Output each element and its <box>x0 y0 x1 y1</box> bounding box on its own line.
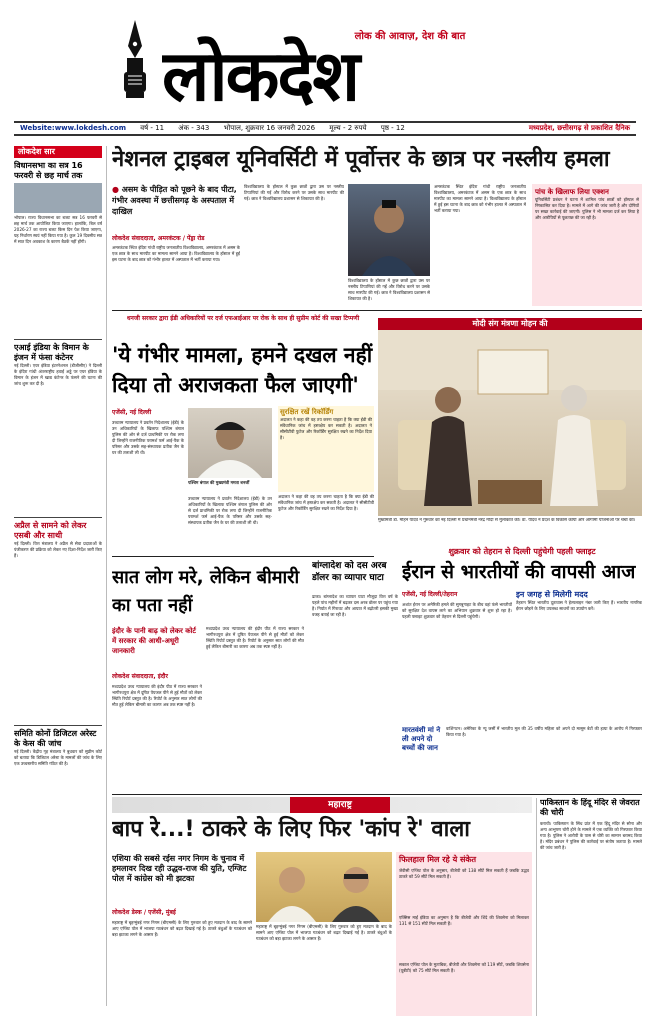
death-byline: लोकदेश संवाददाता, इंदौर <box>112 673 168 680</box>
lead-body-cont: अमरकंटक स्थित इंदिरा गांधी राष्ट्रीय जनजातीय विश्वविद्यालय, अमरकंटक में असम के एक छात्र के साथ मारपीट का मामला सामने आया है। विश्वविद्यालय के हॉस्टल में हुई इस घटना के बाद छात्र को गंभीर हालत में अस्पताल में भर्ती कराया गया। <box>434 184 526 213</box>
maharashtra-subhead: एशिया की सबसे रईस नगर निगम के चुनाव में हमलावर दिख रही उद्धव-राज की युति, एग्जिट पोल में कांग्रेस को मी झटका <box>112 854 247 883</box>
help-box <box>516 590 642 722</box>
recording-box-body: अदालत ने कहा की वह तय करना चाहता है कि क्या ईडी की संवैधानिक जांच में हस्तक्षेप कर सकती है। अदालत ने सीसीटीवी फुटेज और रिकॉर्डिंग सुरक्षित रखने का निर्देश दिया है। <box>280 417 372 440</box>
section-tag: लोकदेश सार <box>14 146 102 158</box>
brief-body: भोपाल। राज्य विधानसभा का बजट सत्र 16 फरवरी से छह मार्च तक आयोजित किया जाएगा। हालांकि, बिल वर्ष 2026-27 का राज्य बजट किस दिन पेश किया जाएगा, यह निर्धारण स्वयं नहीं किया गया है। कुल 19 दिवसीय सत्र में सात दिन अवकाश के कारण बैठकें नहीं होंगी। <box>14 215 102 244</box>
maharashtra-body: महाराष्ट्र में बृहन्मुंबई नगर निगम (बीएमसी) के लिए गुरुवार को हुए मतदान के बाद के सामने आए एग्जिट पोल में भाजपा गठबंधन को बढ़त दिखाई गई है। ठाकरे बंधुओं के गठबंधन को बड़ा झटका लगने के आसार हैं। <box>112 920 252 937</box>
mother-head: मारतवंशी मां ने ली अपने दो बच्चों की जान <box>402 726 441 752</box>
maharashtra-byline: लोकदेश डेस्क / एजेंसी, मुंबई <box>112 909 176 916</box>
issue: अंक - 343 <box>178 124 210 132</box>
action-box-head: पांच के खिलाफ लिया एक्शन <box>535 188 609 196</box>
brief-body: नई दिल्ली। एयर इंडिया इंटरनेशनल (डीजीसीए) ने दिल्ली के इंदिरा गांधी अंतरराष्ट्रीय हवाई अड्डे पर एयर इंडिया के विमान के इंजन में खाद्य कंटेनर के फंसने की घटना की जांच शुरू कर दी है। <box>14 363 102 386</box>
brief-headline: अप्रैल से सामने को लेकर एसबी और साथी <box>14 521 87 540</box>
maharashtra-body-cont: महाराष्ट्र में बृहन्मुंबई नगर निगम (बीएमसी) के लिए गुरुवार को हुए मतदान के बाद के सामने आए एग्जिट पोल में भाजपा गठबंधन को बढ़त दिखाई गई है। ठाकरे बंधुओं के गठबंधन को बड़ा झटका लगने के आसार हैं। <box>256 924 392 941</box>
court-body: उच्चतम न्यायालय ने प्रवर्तन निदेशालय (ईडी) के उन अधिकारियों के खिलाफ पश्चिम बंगाल पुलिस की ओर से दर्ज प्राथमिकी पर रोक लगा दी जिन्होंने राजनीतिक परामर्श फर्म आई-पैक के परिसर और उसके सह-संस्थापक प्रतीक जैन के घर की तलाशी ली थी। <box>112 420 184 455</box>
assembly-photo <box>14 183 102 213</box>
publication-states: मध्यप्रदेश, छत्तीसगढ़ से प्रकाशित दैनिक <box>528 124 630 132</box>
left-column <box>14 146 102 1006</box>
court-byline: एजेंसी, नई दिल्ली <box>112 409 152 416</box>
recording-box-head: सुरक्षित रखें रिकॉर्डिंग <box>280 408 334 416</box>
maharashtra-headline: बाप रे...! ठाकरे के लिए फिर 'कांप रे' वाला <box>112 817 470 842</box>
signals-item: जेवीसी एग्जिट पोल के अनुसार, बीजेपी को 138 सीटें मिल सकती हैं जबकि उद्धव ठाकरे को 59 सीटें मिल सकती हैं। <box>399 868 529 879</box>
pen-nib-fist-logo <box>112 18 158 100</box>
website-link[interactable]: Website:www.lokdesh.com <box>20 124 126 132</box>
iran-byline: एजेंसी, नई दिल्ली/तेहरान <box>402 591 458 598</box>
iran-redline: शुक्रवार को तेहरान से दिल्ली पहुंचेगी पहली फ्लाइट <box>448 547 596 556</box>
maharashtra-tag: महाराष्ट्र <box>290 797 390 813</box>
mother-body: वाशिंगटन। अमेरिका के न्यू जर्सी में भारतीय मूल की 35 वर्षीय महिला को अपने दो मासूम बेटों की हत्या के आरोप में गिरफ्तार किया गया है। <box>446 726 642 737</box>
iran-headline: ईरान से भारतीयों की वापसी आज <box>402 561 636 583</box>
pakistan-body: कराची। पाकिस्तान के सिंध प्रांत में एक हिंदू मंदिर से सोना और अन्य आभूषण चोरी होने के मामले में एक व्यक्ति को गिरफ्तार किया गया है। पुलिस ने आरोपी के पास से चोरी का सामान बरामद किया है। मंदिर प्रबंधन ने पुलिस की कार्रवाई पर संतोष जताया है। मामले की जांच जारी है। <box>540 821 642 850</box>
lead-byline: लोकदेश संवाददाता, अमरकंटक / पेंड्रा रोड <box>112 235 205 242</box>
help-box-head: इन जगह से मिलेगी मदद <box>516 590 588 599</box>
death-body-cont: मध्यप्रदेश उच्च न्यायालय की इंदौर पीठ में राज्य सरकार ने भागीरथपुरा क्षेत्र में दूषित पेयजल पीने से हुई मौतों को लेकर स्थिति रिपोर्ट प्रस्तुत की है। रिपोर्ट के अनुसार सात लोगों की मौत हुई लेकिन बीमारी का कारण अब तक स्पष्ट नहीं है। <box>206 626 304 649</box>
mamata-caption: पश्चिम बंगाल की मुख्यमंत्री ममता बनर्जी <box>188 480 250 485</box>
iran-body: अशांत ईरान पर अमेरिकी हमले की सुगबुगाहट के बीच वहां फंसे भारतीयों को सुरक्षित देश वापस लाने का अभियान शुक्रवार से शुरू हो रहा है। पहली फ्लाइट शुक्रवार को तेहरान से दिल्ली पहुंचेगी। <box>402 602 512 619</box>
lead-subhead: ● असम के पीड़ित को पूछने के बाद पीटा, गंभीर अवस्था में छत्तीसगढ़ के अस्पताल में दाखिल <box>112 185 237 216</box>
lead-body-cont: विश्वविद्यालय के हॉस्टल में कुछ छात्रों द्वारा उस पर नस्लीय टिप्पणियां की गईं और विरोध करने पर उसके साथ मारपीट की गई। छात्र ने विश्वविद्यालय प्रशासन से शिकायत की है। <box>348 278 430 301</box>
year: वर्ष - 11 <box>140 124 165 132</box>
masthead <box>0 0 650 118</box>
death-headline: सात लोग मरे, लेकिन बीमारी का पता नहीं <box>112 567 300 616</box>
death-subhead: इंदौर के पानी बाढ़ को लेकर कोर्ट में सरकार की आधी-अधूरी जानकारी <box>112 627 196 655</box>
lead-headline: नेशनल ट्राइबल यूनिवर्सिटी में पूर्वोत्तर के छात्र पर नस्लीय हमला <box>112 147 610 172</box>
brief-headline: विधानसभा का सत्र 16 फरवरी से छह मार्च तक <box>14 161 83 180</box>
lead-body: अमरकंटक स्थित इंदिरा गांधी राष्ट्रीय जनजातीय विश्वविद्यालय, अमरकंटक में असम के एक छात्र के साथ मारपीट का मामला सामने आया है। विश्वविद्यालय के हॉस्टल में हुई इस घटना के बाद छात्र को गंभीर हालत में अस्पताल में भर्ती कराया गया। <box>112 245 240 262</box>
signals-box <box>396 852 532 1016</box>
price: मूल्य - 2 रुपये <box>329 124 367 132</box>
action-box-body: यूनिवर्सिटी प्रबंधन ने घटना में शामिल पांच छात्रों को हॉस्टल से निष्कासित कर दिया है। मामले में आगे की जांच जारी है और दोषियों पर सख्त कार्रवाई की जाएगी। पुलिस ने भी मामला दर्ज कर लिया है और आरोपियों से पूछताछ की जा रही है। <box>535 197 639 220</box>
newspaper-title: लोकदेश <box>162 36 359 116</box>
dollar-body: ढाका। बांग्लादेश का व्यापार घाटा मौजूदा वित्त वर्ष के पहले पांच महीनों में बढ़कर दस अरब डॉलर पर पहुंच गया है। निर्यात में गिरावट और आयात में बढ़ोतरी इसकी मुख्य वजह बताई जा रही है। <box>312 594 398 617</box>
help-box-body: तेहरान स्थित भारतीय दूतावास ने हेल्पलाइन नंबर जारी किए हैं। भारतीय नागरिक ईरान छोड़ने के लिए उपलब्ध साधनों का उपयोग करें। <box>516 600 642 611</box>
recording-box <box>278 406 374 492</box>
signals-item: एक्सिस माई इंडिया का अनुमान है कि बीजेपी और शिंदे की शिवसेना को मिलाकर 131 से 151 सीटें मिल सकती हैं। <box>399 915 529 926</box>
modi-caption: मुख्यमंत्री डॉ. मोहन यादव ने गुरुवार को नई दिल्ली में प्रधानमंत्री नरेंद्र मोदी से मुलाकात की। डॉ. यादव ने प्रदेश के विकास कार्यों और आगामी योजनाओं पर चर्चा की। <box>378 518 636 523</box>
brief-headline: एआई इंडिया के विमान के इंजन में फंसा कंटेनर <box>14 343 89 362</box>
tagline: लोक की आवाज़, देश की बात <box>354 31 466 42</box>
dollar-headline: बांग्लादेश को दस अरब डॉलर का व्यापार घाटा <box>312 561 387 583</box>
brief-headline: समिति कोनों डिजिटल अरेस्ट के केस की जांच <box>14 729 97 748</box>
court-body-cont: उच्चतम न्यायालय ने प्रवर्तन निदेशालय (ईडी) के उन अधिकारियों के खिलाफ पश्चिम बंगाल पुलिस की ओर से दर्ज प्राथमिकी पर रोक लगा दी जिन्होंने राजनीतिक परामर्श फर्म आई-पैक के परिसर और उसके सह-संस्थापक प्रतीक जैन के घर की तलाशी ली थी। <box>188 496 272 525</box>
pakistan-story <box>540 798 642 1016</box>
thackeray-photo <box>256 852 392 922</box>
court-body-cont: अदालत ने कहा की वह तय करना चाहता है कि क्या ईडी की संवैधानिक जांच में हस्तक्षेप कर सकती है। अदालत ने सीसीटीवी फुटेज और रिकॉर्डिंग सुरक्षित रखने का निर्देश दिया है। <box>278 494 374 511</box>
pages: पृष्ठ - 12 <box>380 124 405 132</box>
brief-body: नई दिल्ली। वित्त मंत्रालय ने अप्रैल से सेवा प्रदाताओं के पंजीकरण की प्रक्रिया को लेकर नए दिशा-निर्देश जारी किए हैं। <box>14 541 102 558</box>
modi-meeting-photo <box>378 330 642 516</box>
court-redline: धनजी सरकार द्वारा ईडी अधिकारियों पर दर्ज एफआईआर पर रोक के साथ ही सुप्रीम कोर्ट की सख्त टिप्पणी <box>126 315 360 322</box>
modi-banner: मोदी संग मंत्रणा मोहन की <box>378 318 642 330</box>
lead-body-cont: विश्वविद्यालय के हॉस्टल में कुछ छात्रों द्वारा उस पर नस्लीय टिप्पणियां की गईं और विरोध करने पर उसके साथ मारपीट की गई। छात्र ने विश्वविद्यालय प्रशासन से शिकायत की है। <box>244 184 344 201</box>
victim-photo <box>348 184 430 276</box>
mamata-photo <box>188 408 272 478</box>
pakistan-headline: पाकिस्तान के हिंदू मंदिर से जेवरात की चोरी <box>540 798 640 817</box>
place-date: भोपाल, शुक्रवार 16 जनवरी 2026 <box>223 124 316 132</box>
brief-body: नई दिल्ली। केंद्रीय गृह मंत्रालय ने बुधवार को सुप्रीम कोर्ट को बताया कि डिजिटल अरेस्ट के मामलों की जांच के लिए एक उच्चस्तरीय समिति गठित की है। <box>14 749 102 766</box>
court-headline: 'ये गंभीर मामला, हमने दखल नहीं दिया तो अराजकता फैल जाएगी' <box>112 343 373 397</box>
death-body: मध्यप्रदेश उच्च न्यायालय की इंदौर पीठ में राज्य सरकार ने भागीरथपुरा क्षेत्र में दूषित पेयजल पीने से हुई मौतों को लेकर स्थिति रिपोर्ट प्रस्तुत की है। रिपोर्ट के अनुसार सात लोगों की मौत हुई लेकिन बीमारी का कारण अब तक स्पष्ट नहीं है। <box>112 684 202 707</box>
signals-box-head: फिलहाल मिल रहे ये संकेत <box>399 855 477 864</box>
lead-subhead-text: असम के पीड़ित को पूछने के बाद पीटा, गंभीर अवस्था में छत्तीसगढ़ के अस्पताल में दाखिल <box>112 185 237 216</box>
action-box <box>532 184 642 306</box>
info-bar <box>14 121 636 136</box>
signals-item: सकाल एग्जिट पोल के मुताबिक, बीजेपी और शिवसेना को 119 सीटें, जबकि शिवसेना (यूबीटी) को 75 सीटें मिल सकती हैं। <box>399 962 529 973</box>
